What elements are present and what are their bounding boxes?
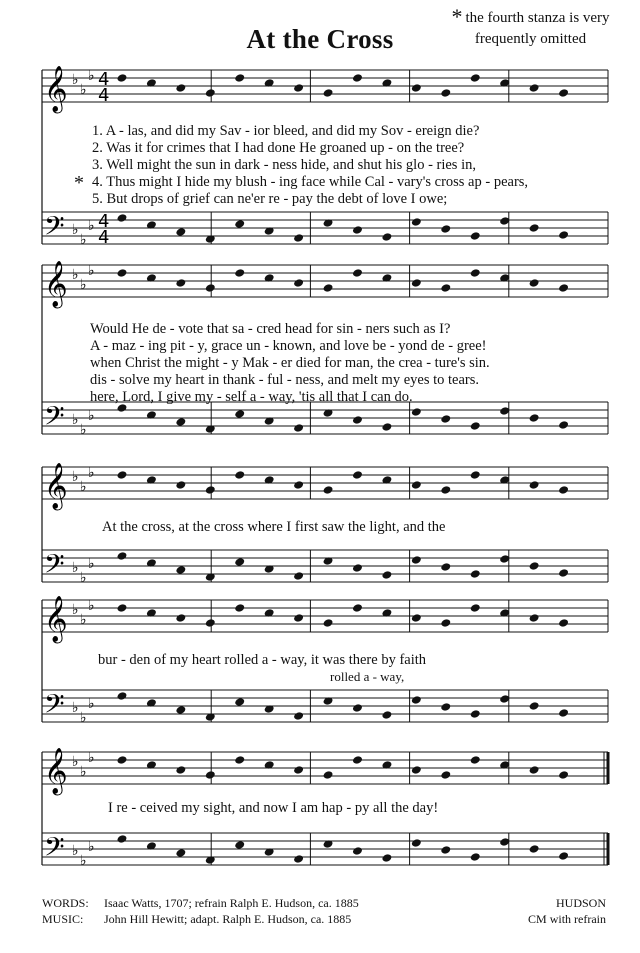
svg-text:♭: ♭ <box>88 465 95 481</box>
verse-1-line-1: 1. A - las, and did my Sav - ior bleed, and did my Sov - ereign die? <box>92 123 480 139</box>
svg-text:♭: ♭ <box>80 710 87 726</box>
verse-3-line-1: 3. Well might the sun in dark - ness hide, and shut his glo - ries in, <box>92 157 476 173</box>
svg-text:♭: ♭ <box>80 82 87 98</box>
svg-text:♭: ♭ <box>80 232 87 248</box>
svg-text:♭: ♭ <box>80 764 87 780</box>
svg-text:♭: ♭ <box>72 602 79 618</box>
svg-text:♭: ♭ <box>72 469 79 485</box>
svg-text:♭: ♭ <box>88 839 95 855</box>
svg-text:♭: ♭ <box>88 263 95 279</box>
verse-2-line-2: A - maz - ing pit - y, grace un - known, and love be - yond de - gree! <box>90 338 487 354</box>
hymn-title: At the Cross <box>246 24 394 54</box>
credits <box>42 895 359 927</box>
svg-text:4: 4 <box>98 227 110 248</box>
verse-5-line-2: here, Lord, I give my - self a - way, 'tis all that I can do. <box>90 389 413 405</box>
svg-text:♭: ♭ <box>72 560 79 576</box>
refrain-alto-text: rolled a - way, <box>330 669 405 684</box>
verse-5-line-1: 5. But drops of grief can ne'er re - pay the debt of love I owe; <box>92 191 448 207</box>
music-credit: John Hill Hewitt; adapt. Ralph E. Hudson, ca. 1885 <box>104 912 352 926</box>
svg-text:𝄞: 𝄞 <box>44 261 68 307</box>
svg-text:𝄞: 𝄞 <box>44 463 68 509</box>
svg-text:♭: ♭ <box>80 570 87 586</box>
stanza-4-asterisk: * <box>74 172 84 194</box>
svg-text:4: 4 <box>98 85 110 106</box>
verse-4-line-1: 4. Thus might I hide my blush - ing face while Cal - vary's cross ap - pears, <box>92 174 529 190</box>
svg-text:𝄞: 𝄞 <box>44 748 68 794</box>
stanza-note-text: the fourth stanza is very frequently omitted <box>465 10 610 47</box>
asterisk-marker: * <box>451 4 463 29</box>
svg-text:𝄢: 𝄢 <box>44 548 65 586</box>
svg-text:𝄢: 𝄢 <box>44 210 65 248</box>
svg-text:𝄞: 𝄞 <box>44 596 68 642</box>
svg-text:♭: ♭ <box>80 612 87 628</box>
svg-text:𝄢: 𝄢 <box>44 688 65 726</box>
refrain-line-2: bur - den of my heart rolled a - way, it was there by faith <box>98 652 427 668</box>
svg-text:♭: ♭ <box>88 408 95 424</box>
verse-2-line-1: 2. Was it for crimes that I had done He groaned up - on the tree? <box>92 140 465 156</box>
music-label: MUSIC: <box>42 912 84 926</box>
svg-text:♭: ♭ <box>88 598 95 614</box>
tune-info <box>528 895 606 927</box>
svg-text:♭: ♭ <box>72 412 79 428</box>
words-credit: Isaac Watts, 1707; refrain Ralph E. Hudson, ca. 1885 <box>104 896 359 910</box>
svg-text:𝄞: 𝄞 <box>44 66 68 112</box>
svg-text:♭: ♭ <box>80 479 87 495</box>
verse-1-line-2: Would He de - vote that sa - cred head for sin - ners such as I? <box>90 321 451 337</box>
refrain-line-1: At the cross, at the cross where I first saw the light, and the <box>102 519 446 535</box>
words-label: WORDS: <box>42 896 89 910</box>
svg-text:♭: ♭ <box>72 754 79 770</box>
tune-name: HUDSON <box>555 896 606 910</box>
svg-text:♭: ♭ <box>80 277 87 293</box>
svg-text:♭: ♭ <box>72 700 79 716</box>
verse-4-line-2: dis - solve my heart in thank - ful - ness, and melt my eyes to tears. <box>90 372 479 388</box>
svg-text:♭: ♭ <box>80 853 87 869</box>
svg-text:♭: ♭ <box>88 556 95 572</box>
svg-text:♭: ♭ <box>72 222 79 238</box>
meter: CM with refrain <box>528 912 606 926</box>
svg-text:♭: ♭ <box>80 422 87 438</box>
svg-text:4: 4 <box>98 211 110 232</box>
refrain-line-3: I re - ceived my sight, and now I am hap - py all the day! <box>108 800 439 816</box>
svg-text:♭: ♭ <box>72 72 79 88</box>
svg-text:♭: ♭ <box>88 68 95 84</box>
svg-text:♭: ♭ <box>72 267 79 283</box>
verse-3-line-2: when Christ the might - y Mak - er died for man, the crea - ture's sin. <box>90 355 490 371</box>
svg-text:𝄢: 𝄢 <box>44 400 65 438</box>
svg-text:♭: ♭ <box>72 843 79 859</box>
svg-text:♭: ♭ <box>88 696 95 712</box>
svg-text:4: 4 <box>98 69 110 90</box>
svg-text:♭: ♭ <box>88 218 95 234</box>
svg-text:♭: ♭ <box>88 750 95 766</box>
svg-text:𝄢: 𝄢 <box>44 831 65 869</box>
